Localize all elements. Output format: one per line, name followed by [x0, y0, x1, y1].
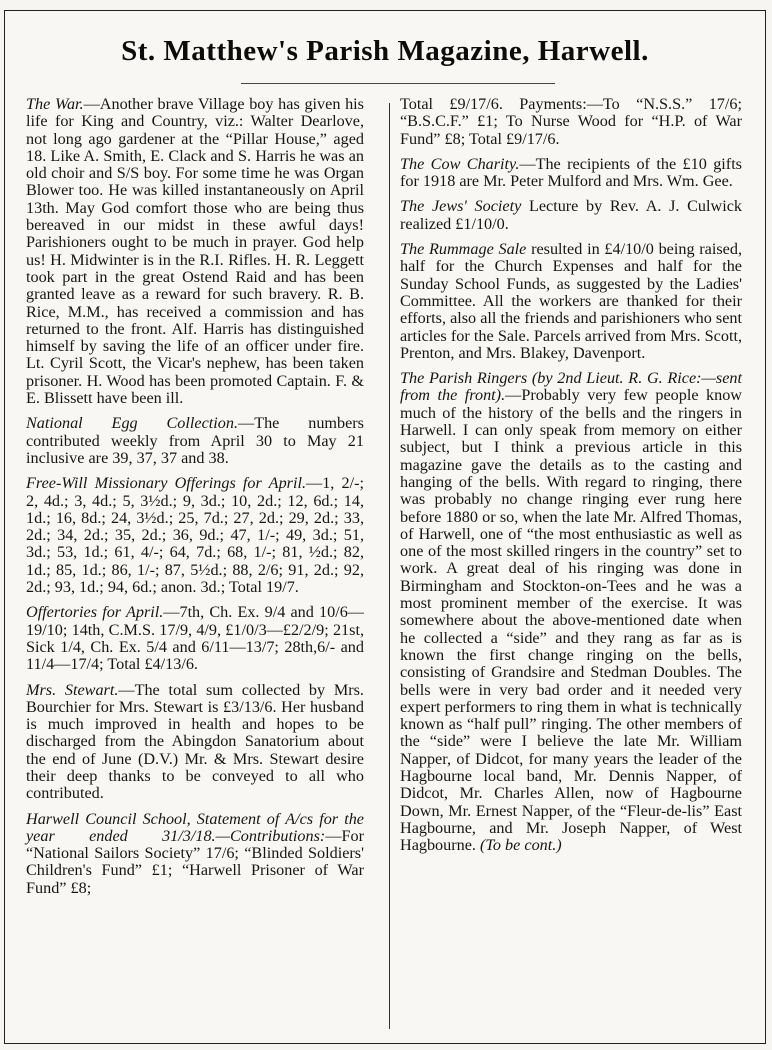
masthead-title: St. Matthew's Parish Magazine, Harwell. — [121, 35, 649, 67]
article-the-war — [26, 96, 364, 407]
article-heading: The Rummage Sale — [400, 240, 527, 259]
article-text: —1, 2/-; 2, 4d.; 3, 4d.; 5, 3½d.; 9, 3d.; 10, 2d.; 12, 6d.; 14, 1d.; 16, 8d.; 24, 3½d.; 25, 7d.; 27, 2d.; 29, 2d.; 33, 2d.; 34, 2d.; 35, 2d.; 36, 9d.; 47, 1/-; 49, 3d.; 51, 3d.; 53, 1d.; 61, 4/-; 64, 7d.; 68, 1/-; 81, ½d.; 82, 1d.; 85, 1d.; 86, 1/-; 87, 5½d.; 88, 2/6; 91, 2d.; 92, 2d.; 93, 1d.; 94, 6d.; anon. 3d.; Total 19/7. — [26, 474, 364, 597]
article-council-school — [26, 811, 364, 897]
left-column — [26, 96, 364, 905]
article-text: —Another brave Village boy has given his life for King and Country, viz.: Walter Dearlove, not long ago gardener at the “Pillar House,” aged 18. Like A. Smith, E. Clack and S. Harris he was an old choir and S/S boy. For some time he was Organ Blower too. He was killed instantaneously on April 13th. May God comfort those who are being thus bereaved in our midst in these awful days! Parishioners ought to be much in prayer. God help us! H. Midwinter is in the R.I. Rifles. H. R. Leggett took part in the great Ostend Raid and has been granted leave as a reward for such bravery. R. B. Rice, M.M., has received a commission and has returned to the front. Alf. Harris has distinguished himself by saving the life of an officer under fire. Lt. Cyril Scott, the Vicar's nephew, has been taken prisoner. H. Wood has been promoted Captain. F. & E. Blissett have been ill. — [26, 95, 364, 408]
article-heading: The War. — [26, 95, 84, 113]
article-text: —The numbers contributed weekly from April 30 to May 21 inclusive are 39, 37, 37 and 38. — [26, 414, 364, 467]
continued-note: (To be cont.) — [480, 836, 562, 855]
article-text: Lecture by Rev. A. J. Culwick realized £1/10/0. — [400, 197, 742, 233]
article-mrs-stewart — [26, 682, 364, 803]
article-heading: The Jews' Society — [400, 197, 522, 216]
article-text: —Probably very few people know much of the history of the bells and the ringers in Harwell. I can only speak from memory on either subject, but I think a previous article in this magazine gave the details as to the casting and hanging of the bells. With regard to ringing, there was probably no change ringing ever rung here before 1880 or so, when the late Mr. Alfred Thomas, of Harwell, one of “the most enthusiastic as well as one of the most skilled ringers in the country” set to work. A great deal of his ringing was done in Birmingham and Stockton-on-Tees and he was a most prominent member of the exercise. It was somewhere about the above-mentioned date when he collected a “side” and they rang as far as is known the first change ringing on the bells, consisting of Grandsire and Stedman Doubles. The bells were in very bad order and it needed very expert performers to ring them in what is technically known as “half pull” ringing. The other members of the “side” were I believe the late Mr. William Napper, of Didcot, for many years the leader of the Hagbourne local band, Mr. Dennis Napper, of Didcot, Mr. Charles Allen, now of Hagbourne Down, Mr. Ernest Napper, of the “Fleur-de-lis” East Hagbourne, and Mr. Joseph Napper, of West Hagbourne. — [400, 386, 742, 855]
article-text: resulted in £4/10/0 being raised, half for the Church Expenses and half for the Sunday School Funds, as suggested by the Ladies' Committee. All the workers are thanked for their efforts, also all the friends and parishioners who sent articles for the Sale. Parcels arrived from Mrs. Scott, Prenton, and Mrs. Blakey, Davenport. — [400, 240, 742, 362]
article-heading: Free-Will Missionary Offerings for April. — [26, 474, 307, 493]
right-column — [400, 96, 742, 862]
article-parish-ringers — [400, 370, 742, 854]
article-heading: Harwell Council School, Statement of A/cs for the year ended 31/3/18.—Contributions: — [26, 809, 364, 845]
article-heading: National Egg Collection. — [26, 414, 238, 433]
title-rule — [241, 83, 555, 84]
article-heading: The Parish Ringers (by 2nd Lieut. R. G. Rice:—sent from the front). — [400, 369, 742, 405]
article-text: —The recipients of the £10 gifts for 1918 are Mr. Peter Mulford and Mrs. Wm. Gee. — [400, 154, 742, 191]
article-offertories — [26, 604, 364, 673]
article-cow-charity — [400, 156, 742, 191]
article-heading: The Cow Charity. — [400, 154, 520, 173]
article-jews-society — [400, 198, 742, 233]
article-text: —The total sum collected by Mrs. Bourchier for Mrs. Stewart is £3/13/6. Her husband is much improved in health and hopes to be discharged from the Abingdon Sanatorium about the end of June (D.V.) Mr. & Mrs. Stewart desire their deep thanks to be conveyed to all who contributed. — [26, 680, 364, 803]
article-missionary-offerings — [26, 475, 364, 596]
article-egg-collection — [26, 415, 364, 467]
article-text: —7th, Ch. Ex. 9/4 and 10/6—19/10; 14th, C.M.S. 17/9, 4/9, £1/0/3—£2/2/9; 21st, Sick 1/4, Ch. Ex. 5/4 and 6/11—13/7; 28th,6/- and 11/4—17/4; Total £4/13/6. — [26, 603, 364, 674]
article-rummage-sale — [400, 241, 742, 362]
article-text: Total £9/17/6. Payments:—To “N.S.S.” 17/6; “B.S.C.F.” £1; To Nurse Wood for “H.P. of War Fund” £8; Total £9/17/6. — [400, 95, 742, 148]
article-heading: Offertories for April. — [26, 603, 164, 622]
article-council-school-cont — [400, 96, 742, 148]
column-divider — [389, 103, 390, 1029]
article-text: —For “National Sailors Society” 17/6; “Blinded Soldiers' Children's Fund” £1; “Harwell Prisoner of War Fund” £8; — [26, 826, 364, 897]
article-heading: Mrs. Stewart. — [26, 680, 119, 699]
